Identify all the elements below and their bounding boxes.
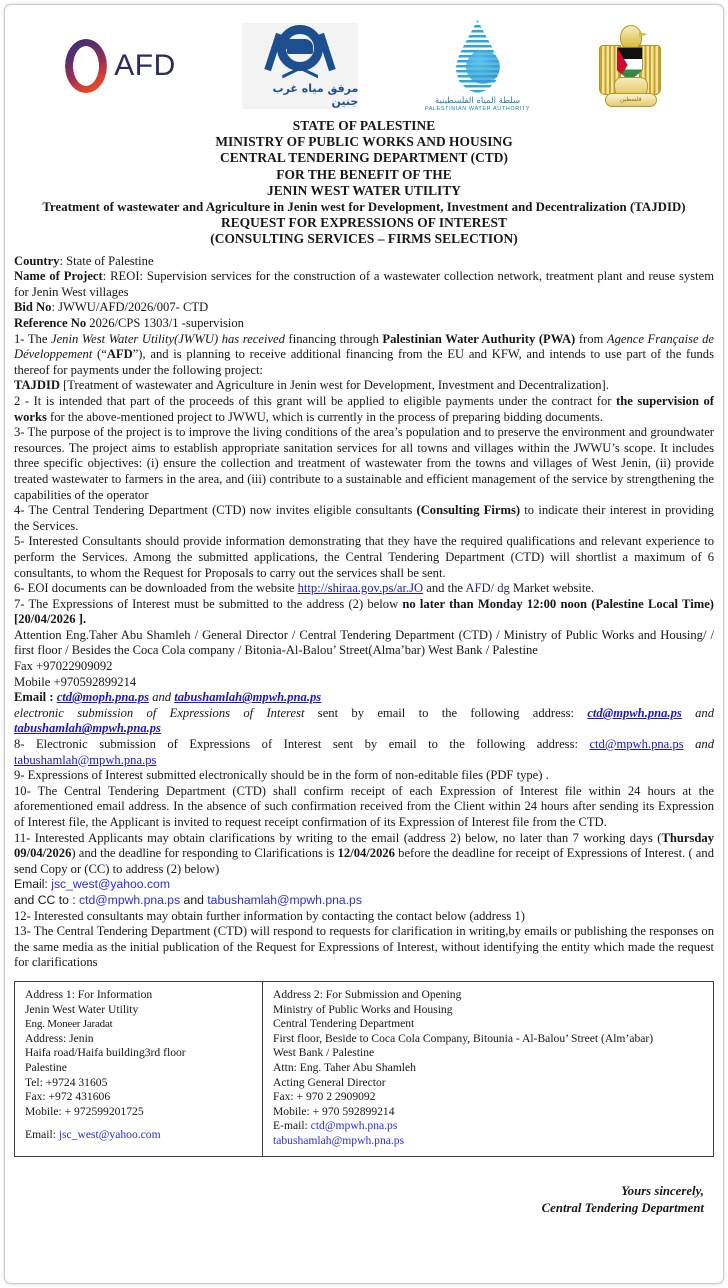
p7e-b: sent by email to the following address: bbox=[304, 705, 588, 720]
water-droplet-icon bbox=[452, 20, 504, 94]
paragraph-8 bbox=[14, 737, 714, 768]
email-link-tabushamlah[interactable]: tabushamlah@mpwh.pna.ps bbox=[174, 690, 322, 705]
paragraph-10: 10- The Central Tendering Department (CTD) shall confirm receipt of each Expression of Interest file within 24 hours at the aforementioned email address. In the absence of such confirmation received from the Client within 24 hours after sending its Expression of Interest file, the Applicant is invited to request receipt confirmation of its Expression of Interest file from the CTD. bbox=[14, 783, 714, 829]
address2-fax: Fax: + 970 2 2909092 bbox=[273, 1090, 376, 1104]
email-link-tabushamlah-2[interactable]: tabushamlah@mpwh.pna.ps bbox=[14, 752, 157, 767]
jwwu-arabic-label: مرفق مياه غرب جنين bbox=[272, 81, 359, 108]
p11-e: before the deadline for receipt of Expressions of Interest. ( and send Copy or (CC) to address (2) below) bbox=[14, 846, 714, 876]
address1-country: Palestine bbox=[25, 1060, 67, 1074]
field-bid-no bbox=[14, 300, 714, 316]
email-label: Email : bbox=[14, 690, 57, 705]
paragraph-5: 5- Interested Consultants should provide information demonstrating that they have the required qualifications and relevant experience to perform the Services. Among the submitted applications, the Central Tendering Department (CTD) will shortlist a maximum of 6 consultants, to whom the Request for Proposals to carry out the services shall be sent. bbox=[14, 534, 714, 580]
shiraa-website-link[interactable]: http://shiraa.gov.ps/ar.JO bbox=[297, 581, 424, 596]
pwa-arabic-label: سلطة المياه الفلسطينية bbox=[434, 96, 521, 106]
address2-street: First floor, Beside to Coca Cola Company, Bitounia - Al-Balou’ Street (Alm’abar) bbox=[273, 1031, 654, 1045]
paragraph-6 bbox=[14, 581, 714, 597]
p6-a: 6- EOI documents can be downloaded from the website bbox=[14, 581, 298, 596]
email-conjunction: and bbox=[149, 690, 175, 705]
p1-afd-abbr: AFD bbox=[106, 347, 133, 362]
p7e-and: and bbox=[681, 705, 714, 720]
email-link-ctd-mpwh-1[interactable]: ctd@mpwh.pna.ps bbox=[587, 705, 682, 720]
address1-email-label: Email: bbox=[25, 1128, 59, 1142]
pwa-english-label: PALESTINIAN WATER AUTHORITY bbox=[424, 106, 531, 112]
afd-ring-icon bbox=[65, 39, 107, 93]
fax-line: Fax +97022909092 bbox=[14, 659, 113, 674]
paragraph-9: 9- Expressions of Interest submitted electronically should be in the form of non-editable files (PDF type) . bbox=[14, 768, 549, 783]
p6-afd-dgmarket: AFD/ dg bbox=[465, 581, 510, 596]
logo-strip bbox=[14, 12, 714, 112]
afd-logo-label: AFD bbox=[114, 49, 176, 82]
tajdid-label: TAJDID bbox=[14, 378, 60, 393]
document-title-block bbox=[14, 118, 714, 248]
p11-a: 11- Interested Applicants may obtain clarifications by writing to the email (address 2) below, no later than 7 working days ( bbox=[14, 830, 662, 845]
address1-email-row bbox=[25, 1128, 254, 1143]
address1-city: Address: Jenin bbox=[25, 1031, 94, 1045]
jwwu-logo bbox=[242, 16, 358, 116]
address2-role: Acting General Director bbox=[273, 1075, 386, 1089]
signature-department: Central Tendering Department bbox=[541, 1201, 704, 1216]
clarification-cc-line bbox=[14, 893, 714, 909]
ref-value: 2026/CPS 1303/1 -supervision bbox=[86, 316, 244, 330]
p1-from: from bbox=[575, 331, 607, 346]
title-line-benefit: FOR THE BENEFIT OF THE bbox=[276, 166, 452, 182]
address2-mobile: Mobile: + 970 592899214 bbox=[273, 1104, 395, 1118]
clarification-email-line bbox=[14, 877, 714, 893]
document-body bbox=[14, 254, 714, 971]
paragraph-11 bbox=[14, 831, 714, 878]
title-line-state: STATE OF PALESTINE bbox=[292, 118, 436, 133]
email-link-ctd-mpwh-2[interactable]: ctd@mpwh.pna.ps bbox=[589, 737, 684, 752]
paragraph-tajdid bbox=[14, 378, 714, 394]
country-label: Country bbox=[14, 253, 60, 268]
address2-region: West Bank / Palestine bbox=[273, 1046, 375, 1060]
p8-and: and bbox=[683, 737, 714, 752]
afd-logo bbox=[65, 16, 176, 116]
bid-value: : JWWU/AFD/2026/007- CTD bbox=[51, 300, 209, 315]
signature-block bbox=[14, 1183, 714, 1217]
p7e-a: electronic submission of Expressions of Interest bbox=[14, 705, 305, 720]
field-project bbox=[14, 269, 714, 300]
address1-org: Jenin West Water Utility bbox=[25, 1002, 139, 1016]
email-link-cc-ctd[interactable]: ctd@mpwh.pna.ps bbox=[79, 892, 181, 907]
paragraph-7-electronic bbox=[14, 706, 714, 737]
title-line-ministry: MINISTRY OF PUBLIC WORKS AND HOUSING bbox=[215, 134, 513, 150]
p1-intro: 1- The bbox=[14, 331, 51, 346]
p8-a: 8- Electronic submission of Expressions of Interest sent by email to the following address: bbox=[14, 737, 590, 752]
p6-c: Market website. bbox=[509, 581, 595, 596]
p1-jwwu: Jenin West Water Utility(JWWU) has received bbox=[50, 331, 285, 346]
paragraph-7 bbox=[14, 597, 714, 628]
title-line-department: CENTRAL TENDERING DEPARTMENT (CTD) bbox=[219, 150, 509, 166]
paragraph-13: 13- The Central Tendering Department (CTD) will respond to requests for clarification in writing,by emails or publishing the responses on the same media as the initial publication of the Request for Expressions of Interest, without identifying the entity which made the request for clarifications bbox=[14, 924, 714, 970]
address2-ministry: Ministry of Public Works and Housing bbox=[273, 1002, 453, 1016]
palestine-emblem-logo bbox=[597, 16, 663, 116]
address2-attn: Attn: Eng. Taher Abu Shamleh bbox=[273, 1060, 416, 1074]
title-line-reoi: REQUEST FOR EXPRESSIONS OF INTEREST bbox=[220, 215, 507, 231]
pwa-logo bbox=[425, 16, 530, 116]
paragraph-3: 3- The purpose of the project is to improve the living conditions of the area’s population and to preserve the environment and groundwater resources. The project aims to establish appropriate sanitation services for all towns and villages within the JWWU’s scope. It includes three specific objectives: (i) ensure the collection and treatment of wastewater from the towns and villages of West Jenin, (ii) provide treated wastewater to farmers in the area, and (iii) contribute to a sustainable and efficient management of the service by strengthening the capabilities of the operator bbox=[14, 425, 714, 502]
bid-label: Bid No bbox=[14, 300, 52, 315]
email-line bbox=[14, 690, 714, 706]
email-link-cc-tabushamlah[interactable]: tabushamlah@mpwh.pna.ps bbox=[207, 892, 362, 907]
address2-email-link-ctd[interactable]: ctd@mpwh.pna.ps bbox=[310, 1119, 398, 1133]
p2-c: for the above-mentioned project to JWWU, which is currently in the process of preparing bidding documents. bbox=[46, 409, 603, 424]
address1-tel: Tel: +9724 31605 bbox=[25, 1075, 108, 1089]
p11-clarification-date: 12/04/2026 bbox=[337, 846, 395, 861]
address1-mobile: Mobile: + 972599201725 bbox=[25, 1104, 144, 1118]
p1-quote-open: (“ bbox=[92, 347, 107, 362]
p11-c: ) and the deadline for responding to Clarifications is bbox=[71, 846, 338, 861]
address2-email-link-tabushamlah[interactable]: tabushamlah@mpwh.pna.ps bbox=[273, 1133, 405, 1147]
paragraph-attention: Attention Eng.Taher Abu Shamleh / General Director / Central Tendering Department (CTD) / Ministry of Public Works and Housing/ / first floor / Besides the Coca Cola company / Bitonia-Al-Balou’ Street(Alma’bar) West Bank / Palestine bbox=[14, 627, 714, 658]
p4-a: 4- The Central Tendering Department (CTD) now invites eligible consultants bbox=[14, 503, 417, 518]
eagle-emblem-icon bbox=[597, 23, 663, 109]
title-line-utility: JENIN WEST WATER UTILITY bbox=[266, 182, 462, 198]
email-link-ctd-moph[interactable]: ctd@moph.pna.ps bbox=[56, 690, 150, 705]
clarification-email-label: Email: bbox=[14, 877, 52, 892]
p2-a: 2 - It is intended that part of the proceeds of this grant will be applied to eligible payments under the contract for bbox=[14, 393, 617, 408]
address1-street: Haifa road/Haifa building3rd floor bbox=[25, 1046, 186, 1060]
water-tap-icon bbox=[270, 25, 330, 79]
p4-consulting-firms: (Consulting Firms) bbox=[416, 503, 521, 518]
p1-afd-full: Agence Française de Développement bbox=[14, 331, 715, 362]
address2-email-row-2 bbox=[273, 1134, 705, 1149]
p1-through: financing through bbox=[284, 331, 383, 346]
cc-label: and CC to : bbox=[14, 892, 80, 907]
address1-fax: Fax: +972 431606 bbox=[25, 1090, 111, 1104]
title-line-project: Treatment of wastewater and Agriculture in Jenin west for Development, Investment and Decentralization (TAJDID) bbox=[42, 200, 686, 215]
address2-email-row bbox=[273, 1119, 705, 1134]
address1-contact: Eng. Moneer Jaradat bbox=[25, 1018, 113, 1031]
email-link-tabushamlah-1[interactable]: tabushamlah@mpwh.pna.ps bbox=[14, 721, 161, 736]
p2-supervision: the supervision of works bbox=[14, 393, 714, 424]
mobile-line: Mobile +970592899214 bbox=[14, 674, 137, 689]
address-2-cell bbox=[263, 982, 713, 1157]
p7-a: 7- The Expressions of Interest must be submitted to the address (2) below bbox=[14, 596, 403, 611]
p1-pwa: Palestinian Water Authurity (PWA) bbox=[382, 331, 576, 346]
paragraph-2 bbox=[14, 394, 714, 425]
p7-deadline: no later than Monday 12:00 noon (Palestine Local Time) [20/04/2026 ]. bbox=[14, 596, 715, 627]
cc-and: and bbox=[180, 892, 208, 907]
paragraph-1 bbox=[14, 332, 714, 379]
paragraph-12: 12- Interested consultants may obtain further information by contacting the contact below (address 1) bbox=[14, 908, 525, 923]
address-table bbox=[14, 981, 714, 1158]
p4-c: to indicate their interest in providing the Services. bbox=[14, 503, 714, 533]
country-value: : State of Palestine bbox=[59, 253, 154, 268]
address2-email-label: E-mail: bbox=[273, 1119, 311, 1133]
ref-label: Reference No bbox=[14, 316, 87, 330]
p11-thursday-date: Thursday 09/04/2026 bbox=[14, 830, 714, 861]
address-1-cell bbox=[15, 982, 263, 1157]
address1-title: Address 1: For Information bbox=[25, 987, 153, 1001]
project-value: : REOI: Supervision services for the construction of a wastewater collection network, treatment plant and reuse system for Jenin West villages bbox=[14, 269, 715, 299]
address1-email-link[interactable]: jsc_west@yahoo.com bbox=[58, 1128, 161, 1142]
p1-rest: ”), and is planning to receive additional financing from the EU and KFW, and intends to use part of the funds thereof for payments under the following project: bbox=[14, 347, 714, 377]
address2-title: Address 2: For Submission and Opening bbox=[273, 987, 462, 1001]
tajdid-expansion: [Treatment of wastewater and Agriculture in Jenin west for Development, Investment and Decentralization]. bbox=[59, 378, 609, 393]
field-reference-no bbox=[14, 316, 714, 332]
p6-b: and the bbox=[423, 581, 466, 596]
project-label: Name of Project bbox=[14, 269, 103, 284]
address2-department: Central Tendering Department bbox=[273, 1017, 415, 1031]
emblem-scroll-label: فلسطين bbox=[605, 93, 657, 107]
title-line-selection: (CONSULTING SERVICES – FIRMS SELECTION) bbox=[210, 231, 518, 247]
signature-closing: Yours sincerely, bbox=[621, 1184, 704, 1199]
field-country bbox=[14, 254, 714, 270]
paragraph-4 bbox=[14, 503, 714, 534]
email-link-jsc-west[interactable]: jsc_west@yahoo.com bbox=[51, 877, 170, 892]
